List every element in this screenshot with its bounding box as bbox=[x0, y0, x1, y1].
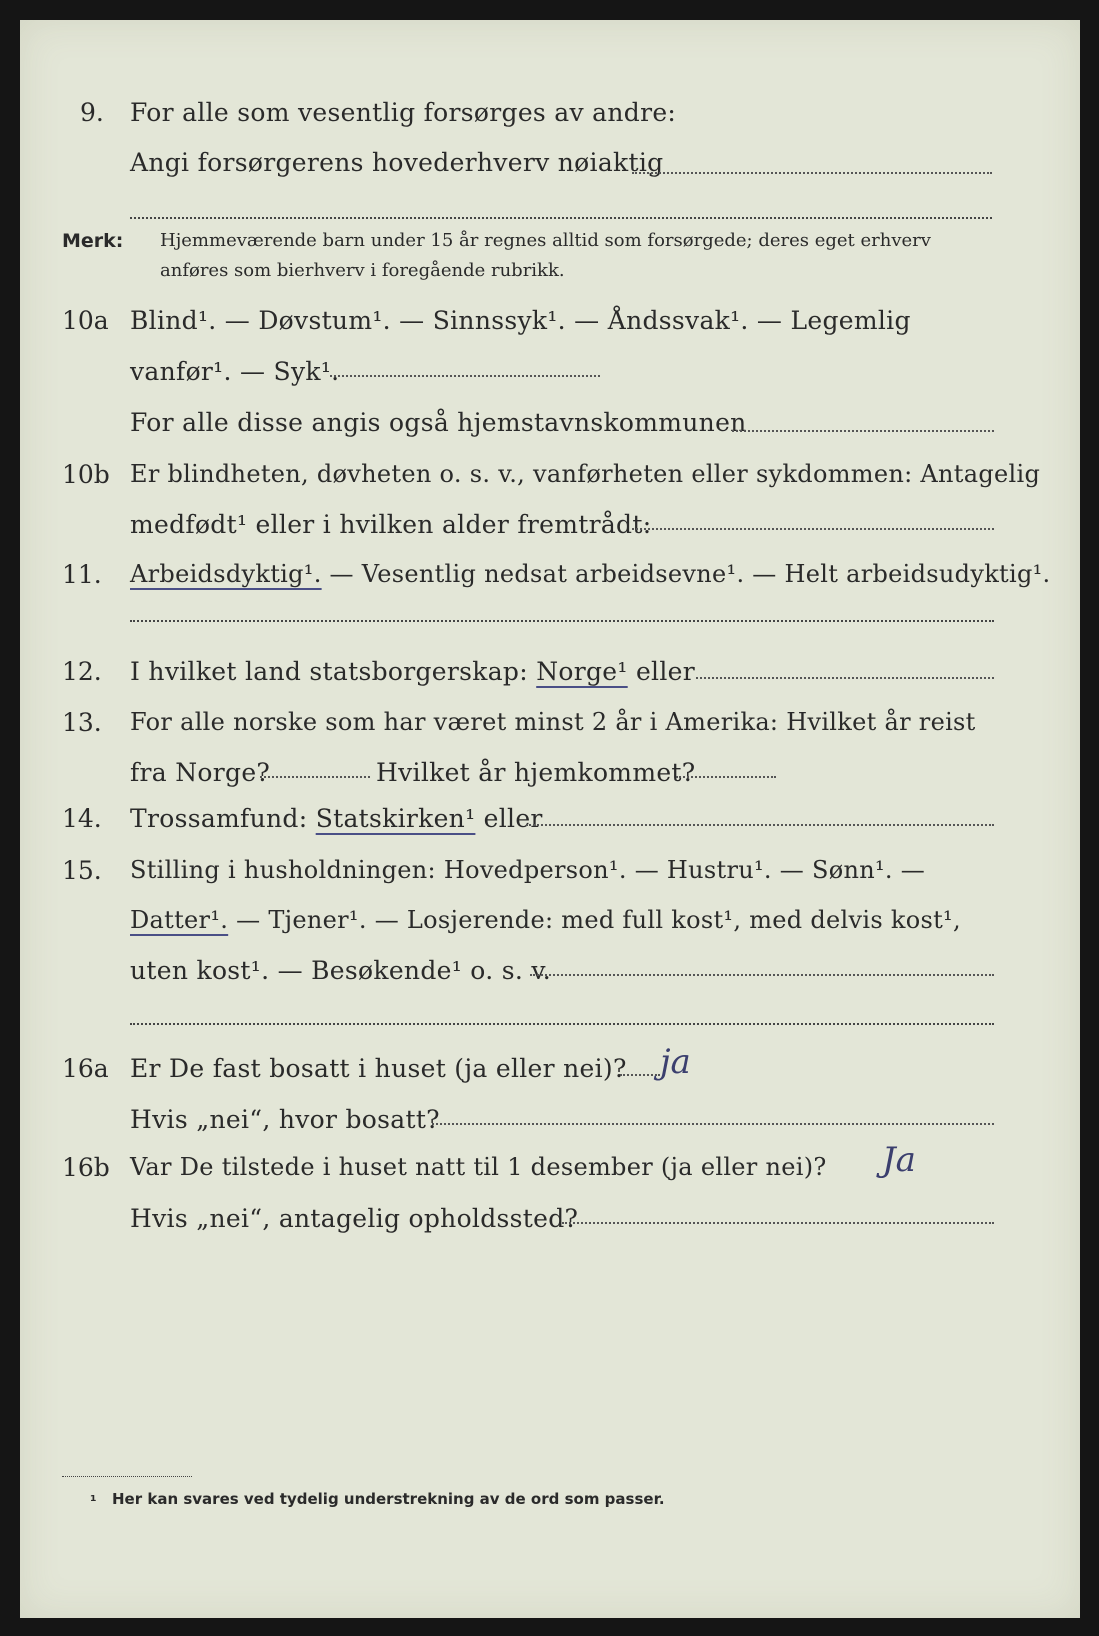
question-16b-number: 16b bbox=[62, 1153, 110, 1182]
question-12-number: 12. bbox=[62, 657, 102, 686]
census-form-page bbox=[20, 20, 1080, 1618]
question-10a-subtext: vanfør¹. — Syk¹. bbox=[130, 357, 340, 386]
question-9-text: For alle som vesentlig forsørges av andre: bbox=[130, 98, 677, 127]
question-15-number: 15. bbox=[62, 856, 102, 885]
question-14-number: 14. bbox=[62, 804, 102, 833]
question-13-hjemkommet: Hvilket år hjemkommet? bbox=[376, 758, 696, 787]
question-15-text: Stilling i husholdningen: Hovedperson¹. — Hustru¹. — Sønn¹. — bbox=[130, 856, 926, 884]
footnote-text: Her kan svares ved tydelig understrekning av de ord som passer. bbox=[112, 1490, 665, 1508]
footnote-divider bbox=[62, 1476, 192, 1477]
question-11-text: Arbeidsdyktig¹. — Vesentlig nedsat arbeidsevne¹. — Helt arbeidsudyktig¹. bbox=[130, 560, 1051, 588]
merk-text: Hjemmeværende barn under 15 år regnes alltid som forsørgede; deres eget erhverv anføres som bierhverv i foregående rubrikk. bbox=[160, 230, 931, 281]
answer-line-15b[interactable] bbox=[130, 1023, 994, 1025]
answer-line-10a[interactable] bbox=[330, 375, 600, 377]
answer-arbeidsdyktig-underlined: Arbeidsdyktig¹. bbox=[130, 560, 322, 588]
question-16b-subtext: Hvis „nei“, antagelig opholdssted? bbox=[130, 1204, 579, 1233]
answer-line-12[interactable] bbox=[696, 677, 994, 679]
question-15-subtext: Datter¹. — Tjener¹. — Losjerende: med full kost¹, med delvis kost¹, bbox=[130, 906, 961, 934]
question-13-number: 13. bbox=[62, 708, 102, 737]
question-14-text: Trossamfund: Statskirken¹ eller bbox=[130, 804, 543, 833]
handwritten-answer-16a: ja bbox=[660, 1042, 691, 1082]
answer-line-10b[interactable] bbox=[632, 528, 994, 530]
question-10a-hjemstavn: For alle disse angis også hjemstavnskommunen bbox=[130, 408, 747, 437]
answer-line-9[interactable] bbox=[632, 172, 992, 174]
answer-datter-underlined: Datter¹. bbox=[130, 906, 229, 934]
answer-line-10a-hjemstavn[interactable] bbox=[732, 430, 994, 432]
question-11-number: 11. bbox=[62, 560, 102, 589]
answer-norge-underlined: Norge¹ bbox=[536, 657, 628, 686]
question-10a-text: Blind¹. — Døvstum¹. — Sinnssyk¹. — Åndssvak¹. — Legemlig bbox=[130, 306, 911, 335]
question-10b-text: Er blindheten, døvheten o. s. v., vanførheten eller sykdommen: Antagelig bbox=[130, 460, 1041, 488]
question-13-text: For alle norske som har været minst 2 år i Amerika: Hvilket år reist bbox=[130, 708, 976, 736]
answer-line-14[interactable] bbox=[526, 824, 994, 826]
question-16a-number: 16a bbox=[62, 1054, 109, 1083]
footnote-mark: ¹ bbox=[90, 1492, 97, 1510]
question-15-subtext2: uten kost¹. — Besøkende¹ o. s. v. bbox=[130, 956, 552, 985]
question-9-number: 9. bbox=[80, 98, 104, 127]
question-16a-subtext: Hvis „nei“, hvor bosatt? bbox=[130, 1105, 440, 1134]
answer-line-9b[interactable] bbox=[130, 217, 992, 219]
handwritten-answer-16b: Ja bbox=[882, 1140, 916, 1180]
question-16b-text: Var De tilstede i huset natt til 1 desember (ja eller nei)? bbox=[130, 1153, 827, 1181]
answer-line-15[interactable] bbox=[530, 974, 994, 976]
answer-line-16b[interactable] bbox=[562, 1222, 994, 1224]
question-12-text: I hvilket land statsborgerskap: Norge¹ eller bbox=[130, 657, 695, 686]
question-16a-text: Er De fast bosatt i huset (ja eller nei)? bbox=[130, 1054, 627, 1083]
question-10b-subtext: medfødt¹ eller i hvilken alder fremtrådt: bbox=[130, 510, 652, 539]
question-10b-number: 10b bbox=[62, 460, 110, 489]
answer-line-16a[interactable] bbox=[620, 1074, 660, 1076]
question-13-reist: fra Norge? bbox=[130, 758, 271, 787]
answer-line-16a-bosatt[interactable] bbox=[432, 1123, 994, 1125]
answer-line-13-hjemkommet[interactable] bbox=[676, 776, 776, 778]
answer-line-13-reist[interactable] bbox=[260, 776, 370, 778]
answer-line-11[interactable] bbox=[130, 620, 994, 622]
answer-statskirken-underlined: Statskirken¹ bbox=[315, 804, 476, 833]
question-9-subtext: Angi forsørgerens hovederhverv nøiaktig bbox=[130, 148, 664, 177]
question-10a-number: 10a bbox=[62, 306, 109, 335]
merk-label: Merk: bbox=[62, 230, 124, 252]
